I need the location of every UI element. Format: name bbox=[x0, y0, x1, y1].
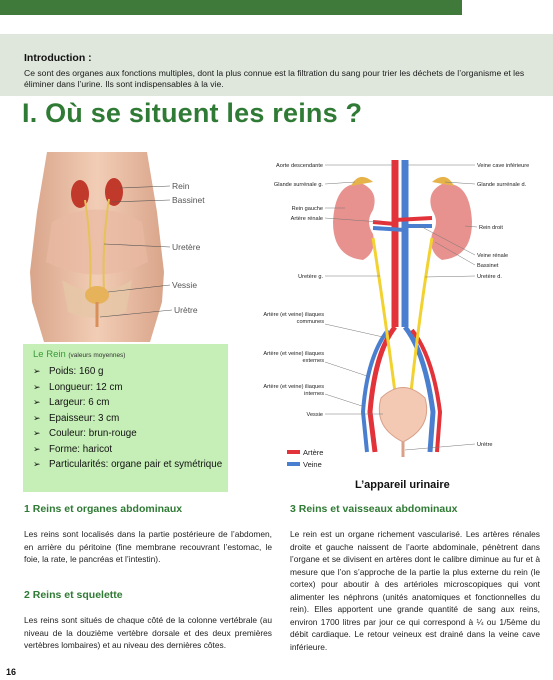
fact-item bbox=[33, 380, 225, 396]
label-bassinet: Bassinet bbox=[172, 195, 205, 205]
intro-title: Introduction : bbox=[24, 52, 92, 64]
fact-text: Epaisseur: 3 cm bbox=[49, 412, 120, 424]
page-title: I. Où se situent les reins ? bbox=[22, 98, 363, 128]
label-rein-droit: Rein droit bbox=[479, 225, 503, 231]
label-glande-g: Glande surrénale g. bbox=[273, 182, 323, 188]
fact-text: Forme: haricot bbox=[49, 443, 113, 455]
label-uretre: Urètre bbox=[477, 442, 493, 448]
section-2-text: Les reins sont situés de chaque côté de la colonne vertébrale (au niveau de la douzième vertèbre dorsale et des deux premières vertèbres lombaires) et au niveau des dernières côtes. bbox=[24, 615, 272, 650]
facts-subtitle: (valeurs moyennes) bbox=[68, 352, 126, 359]
section-2-title: 2 Reins et squelette bbox=[24, 589, 123, 601]
label-uretere-g: Uretère g. bbox=[298, 274, 323, 280]
label-iliaques-externes: Artère (et veine) iliaques externes bbox=[263, 351, 324, 364]
kidney-facts-box bbox=[23, 344, 228, 492]
intro-box bbox=[0, 34, 553, 96]
left-kidney-shape bbox=[333, 184, 375, 260]
right-kidney-shape bbox=[430, 184, 472, 260]
intro-text: Ce sont des organes aux fonctions multiples, dont la plus connue est la filtration du sang pour trier les déchets de l’organisme et les éliminer dans l’urine. Ils sont indispensables à la vie. bbox=[24, 68, 525, 89]
fact-text: Poids: 160 g bbox=[49, 366, 104, 377]
top-color-bar bbox=[0, 0, 462, 15]
arrow-bullet-icon: ➢ bbox=[33, 381, 41, 392]
diagram-caption: L’appareil urinaire bbox=[355, 479, 450, 491]
label-iliaques-internes: Artère (et veine) iliaques internes bbox=[263, 384, 324, 397]
fact-text: Largeur: 6 cm bbox=[49, 397, 110, 408]
leader-line bbox=[405, 444, 475, 450]
label-iliaques-externes-wrap bbox=[255, 351, 324, 369]
label-iliaques-communes-wrap bbox=[255, 312, 324, 330]
label-iliaques-communes: Artère (et veine) iliaques communes bbox=[263, 312, 324, 325]
urinary-system-diagram bbox=[255, 152, 553, 492]
fact-text: Longueur: 12 cm bbox=[49, 381, 123, 393]
abdomen-shape bbox=[46, 210, 148, 275]
label-vessie: Vessie bbox=[172, 280, 198, 290]
leader-line bbox=[325, 394, 365, 407]
facts-title bbox=[33, 349, 125, 360]
arrow-bullet-icon: ➢ bbox=[33, 397, 41, 407]
label-artere-renale: Artère rénale bbox=[290, 216, 323, 222]
facts-title-text: Le Rein bbox=[33, 349, 66, 360]
label-veine-renale: Veine rénale bbox=[477, 253, 509, 259]
fact-item bbox=[33, 411, 225, 427]
section-1-title: 1 Reins et organes abdominaux bbox=[24, 503, 183, 515]
left-renal-artery bbox=[373, 222, 395, 224]
arrow-bullet-icon: ➢ bbox=[33, 443, 41, 454]
fact-item bbox=[33, 457, 225, 473]
section-3-text: Le rein est un organe richement vascularisé. Les artères rénales droite et gauche naissent de l’aorte abdominale, pénètrent dans l’organe et se divisent en artères dont le calibre diminue au fur et à mesure que l’on s’approche de la partie la plus externe du rein (le cortex) pour aboutir à des artérioles microscopiques qui vont alimenter les néphrons (unités anatomiques et fonctionnelles du rein). Elles apportent une grande quantité de sang aux reins, environ 1700 litres par jour ce qui correspond à ¼ ou 1/5ème du débit cardiaque. Le retour veineux est drainé dans la veine cave inférieure. bbox=[290, 529, 540, 652]
label-bassinet: Bassinet bbox=[477, 263, 499, 269]
leader-line bbox=[325, 182, 355, 184]
fact-item bbox=[33, 442, 225, 458]
right-renal-artery bbox=[395, 218, 432, 220]
label-uretre: Urètre bbox=[174, 305, 198, 315]
label-iliaques-internes-wrap bbox=[255, 384, 324, 402]
arrow-bullet-icon: ➢ bbox=[33, 412, 41, 423]
leader-line bbox=[325, 362, 370, 377]
label-uretere-d: Uretère d. bbox=[477, 274, 502, 280]
fact-item bbox=[33, 364, 225, 380]
legend-vein-swatch bbox=[287, 462, 300, 466]
urinary-system-svg bbox=[255, 152, 553, 492]
section-1-text: Les reins sont localisés dans la partie postérieure de l’abdomen, en arrière du péritoine (fine membrane recouvrant l’estomac, le foie, la rate, le pancréas et l’intestin). bbox=[24, 529, 272, 564]
page-number: 16 bbox=[6, 667, 17, 677]
left-renal-vein bbox=[373, 228, 405, 230]
body-illustration-svg bbox=[22, 152, 252, 342]
label-uretere: Uretère bbox=[172, 242, 201, 252]
fact-text: Particularités: organe pair et symétrique bbox=[49, 459, 223, 470]
arrow-bullet-icon: ➢ bbox=[33, 459, 41, 469]
label-aorte: Aorte descendante bbox=[276, 163, 323, 169]
fact-item bbox=[33, 395, 225, 411]
right-labels bbox=[477, 163, 529, 448]
label-veine-cave: Veine cave inférieure bbox=[477, 163, 530, 169]
bladder-drawing bbox=[85, 286, 109, 304]
fact-text: Couleur: brun-rouge bbox=[49, 428, 137, 439]
label-glande-d: Glande surrénale d. bbox=[477, 182, 527, 188]
legend-vein-label: Veine bbox=[303, 460, 322, 469]
legend-artery-swatch bbox=[287, 450, 300, 454]
leader-line bbox=[325, 324, 383, 337]
arrow-bullet-icon: ➢ bbox=[33, 428, 41, 438]
legend-artery-label: Artère bbox=[303, 448, 324, 457]
left-labels bbox=[274, 163, 324, 280]
facts-list bbox=[33, 364, 225, 473]
label-rein-gauche: Rein gauche bbox=[291, 206, 323, 212]
label-rein: Rein bbox=[172, 181, 190, 191]
fact-item bbox=[33, 426, 225, 442]
label-vessie: Vessie bbox=[306, 412, 323, 418]
body-illustration bbox=[22, 152, 252, 342]
section-3-title: 3 Reins et vaisseaux abdominaux bbox=[290, 503, 458, 515]
leader-line bbox=[425, 276, 475, 277]
arrow-bullet-icon: ➢ bbox=[33, 366, 41, 376]
bladder-shape bbox=[379, 388, 426, 443]
right-ureter bbox=[411, 238, 432, 392]
